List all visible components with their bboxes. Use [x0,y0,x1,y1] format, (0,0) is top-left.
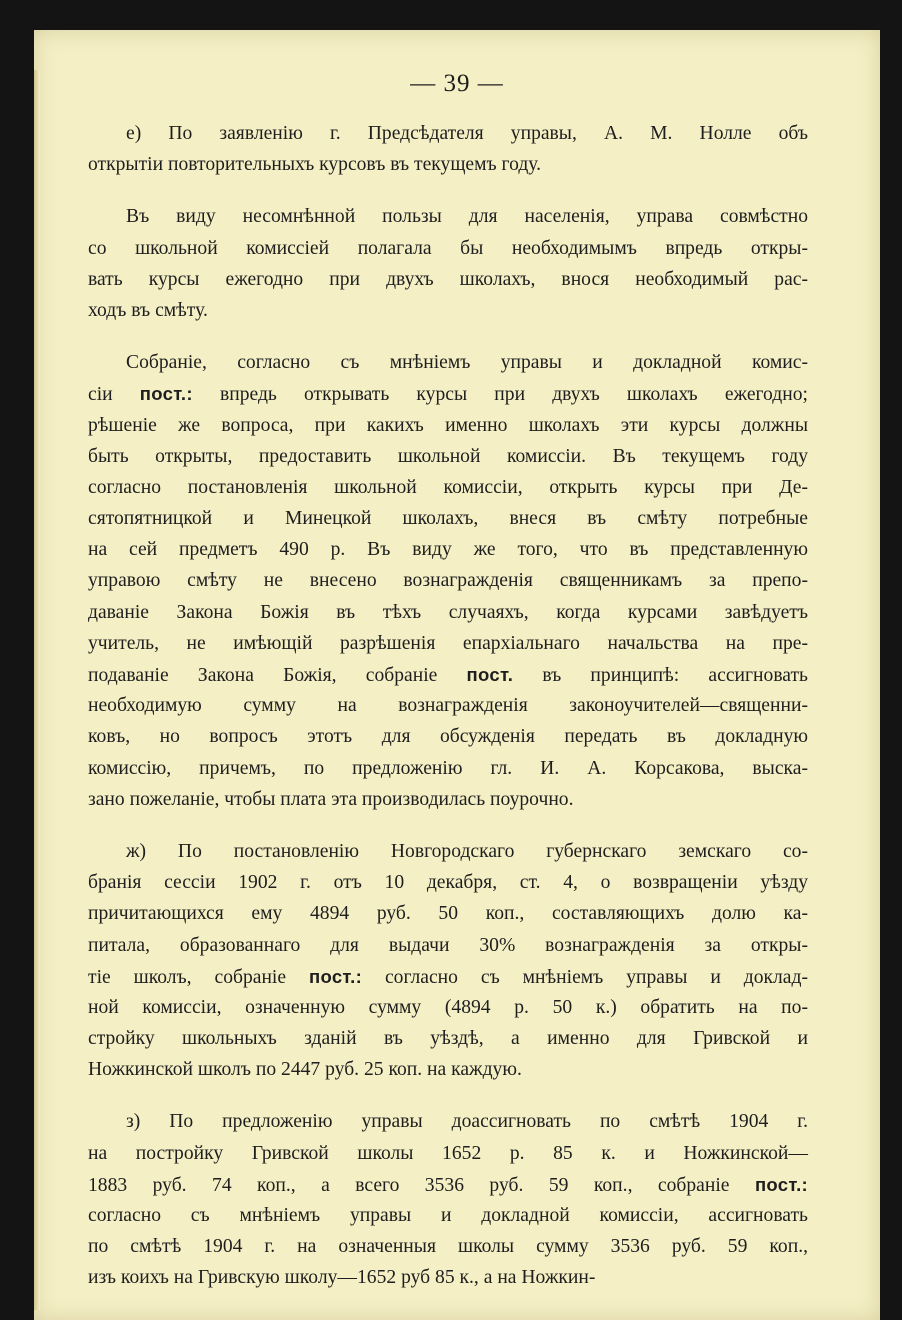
text-line: ходъ въ смѣту. [88,299,208,321]
text-line [88,1169,808,1200]
text-line: на постройку Гривской школы 1652 р. 85 к. и Ножкинской— [88,1142,808,1164]
line-text-after: впредь открывать курсы при двухъ школахъ ежегодно; [192,384,808,406]
text-line: даваніе Закона Божія въ тѣхъ случаяхъ, когда курсами завѣдуетъ [88,601,808,623]
text-line [88,961,808,992]
text-line: комиссію, причемъ, по предложенію гл. И. А. Корсакова, выска- [88,757,808,779]
text-line: Ножкинской школъ по 2447 руб. 25 коп. на каждую. [88,1059,522,1081]
book-page [34,30,880,1320]
page-binding-edge [34,70,40,1310]
text-line: питала, образованнаго для выдачи 30% вознагражденія за откры- [88,934,808,956]
text-line: необходимую сумму на вознагражденія законоучителей—священни- [88,695,808,717]
text-line: Въ виду несомнѣнной пользы для населенія, управа совмѣстно [126,206,808,228]
text-line [88,659,808,690]
text-line: Собраніе, согласно съ мнѣніемъ управы и докладной комис- [126,352,808,374]
text-line: согласно съ мнѣніемъ управы и докладной комиссіи, ассигновать [88,1205,808,1226]
line-text-after: въ принципѣ: ассигновать [513,665,808,686]
text-line: изъ коихъ на Гривскую школу—1652 руб 85 к., а на Ножкин- [88,1267,596,1289]
text-line: со школьной комиссіей полагала бы необходимымъ впредь откры- [88,237,808,259]
paragraph [88,201,808,326]
line-text-before: 1883 руб. 74 коп., а всего 3536 руб. 59 коп., собраніе [88,1174,755,1196]
text-line: сятопятницкой и Минецкой школахъ, внеся въ смѣту потребные [88,508,808,530]
resolution-keyword: пост.: [754,1173,808,1195]
paragraph [88,118,808,180]
text-line: з) По предложенію управы доассигновать по смѣтѣ 1904 г. [126,1111,808,1133]
text-line: зано пожеланіе, чтобы плата эта производилась поурочно. [88,788,574,810]
text-line [88,378,808,409]
text-line: ной комиссіи, означенную сумму (4894 р. 50 к.) обратить на по- [88,996,808,1018]
resolution-keyword: пост. [466,664,514,685]
resolution-keyword: пост.: [139,383,193,405]
page-body [88,118,808,1315]
text-line: по смѣтѣ 1904 г. на означенныя школы сумму 3536 руб. 59 коп., [88,1236,808,1258]
text-line: открытіи повторительныхъ курсовъ въ текущемъ году. [88,154,542,176]
text-line: причитающихся ему 4894 руб. 50 коп., составляющихъ долю ка- [88,903,808,925]
line-text-before: подаваніе Закона Божія, собраніе [88,665,467,686]
text-line: е) По заявленію г. Предсѣдателя управы, А. М. Нолле объ [126,123,808,144]
text-line: быть открыты, предоставить школьной комиссіи. Въ текущемъ году [88,445,808,467]
text-line: управою смѣту не внесено вознагражденія священникамъ за препо- [88,570,808,592]
text-line: согласно постановленія школьной комиссіи, открыть курсы при Де- [88,476,808,498]
text-line: на сей предметъ 490 р. Въ виду же того, что въ представленную [88,539,808,561]
text-line: ковъ, но вопросъ этотъ для обсужденія передать въ докладную [88,726,808,748]
paragraph [88,836,808,1086]
line-text-before: сіи [88,384,140,406]
paragraph [88,1106,808,1293]
text-line: учитель, не имѣющій разрѣшенія епархіальнаго начальства на пре- [88,632,808,654]
line-text-before: тіе школъ, собраніе [88,966,309,988]
text-line: вать курсы ежегодно при двухъ школахъ, внося необходимый рас- [88,268,808,290]
page-number: — 39 — [410,70,504,97]
paragraph [88,347,808,815]
text-line: бранія сессіи 1902 г. отъ 10 декабря, ст. 4, о возвращеніи уѣзду [88,872,808,894]
resolution-keyword: пост.: [309,965,363,987]
line-text-after: согласно съ мнѣніемъ управы и доклад- [362,966,808,988]
text-line: стройку школьныхъ зданій въ уѣздѣ, а именно для Гривской и [88,1028,808,1050]
text-line: рѣшеніе же вопроса, при какихъ именно школахъ эти курсы должны [88,414,808,436]
text-line: ж) По постановленію Новгородскаго губернскаго земскаго со- [126,840,808,862]
